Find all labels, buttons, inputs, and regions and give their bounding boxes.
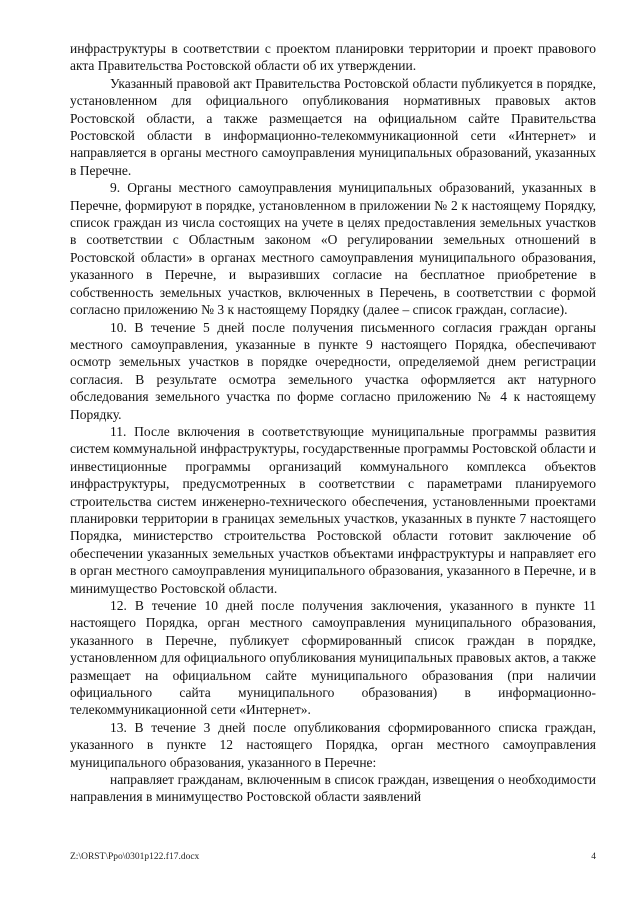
paragraph-item-13-notice: направляет гражданам, включенным в список граждан, извещения о необходимости направления в минимущество Ростовской области заявлений [70, 772, 596, 805]
paragraph-continuation: инфраструктуры в соответствии с проектом планировки территории и проект правового акта Правительства Ростовской области об их утверждении. [70, 41, 596, 74]
paragraph-item-12: 12. В течение 10 дней после получения заключения, указанного в пункте 11 настоящего Порядка, орган местного самоуправления муниципального образования, указанного в Перечне, публикует сформированный список граждан в порядке, установленном для официального опубликования муниципальных правовых актов, а также размещает на официальном сайте муниципального образования (при наличии официального сайта муниципального образования) в информационно-телекоммуникационной сети «Интернет». [70, 598, 596, 718]
paragraph-item-13: 13. В течение 3 дней после опубликования сформированного списка граждан, указанного в пункте 12 настоящего Порядка, орган местного самоуправления муниципального образования, указанного в Перечне: [70, 719, 596, 770]
paragraph-publication: Указанный правовой акт Правительства Ростовской области публикуется в порядке, установленном для официального опубликования нормативных правовых актов Ростовской области, а также размещается на официальном сайте Правительства Ростовской области в информационно-телекоммуникационной сети «Интернет» и направляется в органы местного самоуправления муниципальных образований, указанных в Перечне. [70, 75, 596, 178]
paragraph-item-10: 10. В течение 5 дней после получения письменного согласия граждан органы местного самоуправления, указанные в пункте 9 настоящего Порядка, обеспечивают осмотр земельных участков в порядке очередности, определяемой днем регистрации согласия. В результате осмотра земельного участка оформляется акт натурного обследования земельного участка по форме согласно приложению № 4 к настоящему Порядку. [70, 319, 596, 422]
paragraph-item-9: 9. Органы местного самоуправления муниципальных образований, указанных в Перечне, формируют в порядке, установленном в приложении № 2 к настоящему Порядку, список граждан из числа состоящих на учете в целях предоставления земельных участков в соответствии с Областным законом «О регулировании земельных отношений в Ростовской области» в органах местного самоуправления муниципального образования, указанного в Перечне, и выразивших согласие на бесплатное приобретение в собственность земельных участков, включенных в Перечень, в соответствии с формой согласно приложению № 3 к настоящему Порядку (далее – список граждан, согласие). [70, 180, 596, 318]
footer-file-path: Z:\ORST\Ppo\0301p122.f17.docx [70, 852, 200, 862]
page-footer [70, 852, 596, 862]
document-body [70, 40, 596, 806]
page-number: 4 [591, 852, 596, 862]
paragraph-item-11: 11. После включения в соответствующие муниципальные программы развития систем коммунальной инфраструктуры, государственные программы Ростовской области и инвестиционные программы организаций коммунального комплекса объектов инфраструктуры, предусмотренных в соответствии с параметрами планируемого строительства систем инженерно-технического обеспечения, установленными проектами планировки территории в границах земельных участков, указанных в пункте 7 настоящего Порядка, министерство строительства Ростовской области готовит заключение об обеспечении указанных земельных участков объектами инфраструктуры и направляет его в орган местного самоуправления муниципального образования, указанного в Перечне, и в минимущество Ростовской области. [70, 423, 596, 596]
